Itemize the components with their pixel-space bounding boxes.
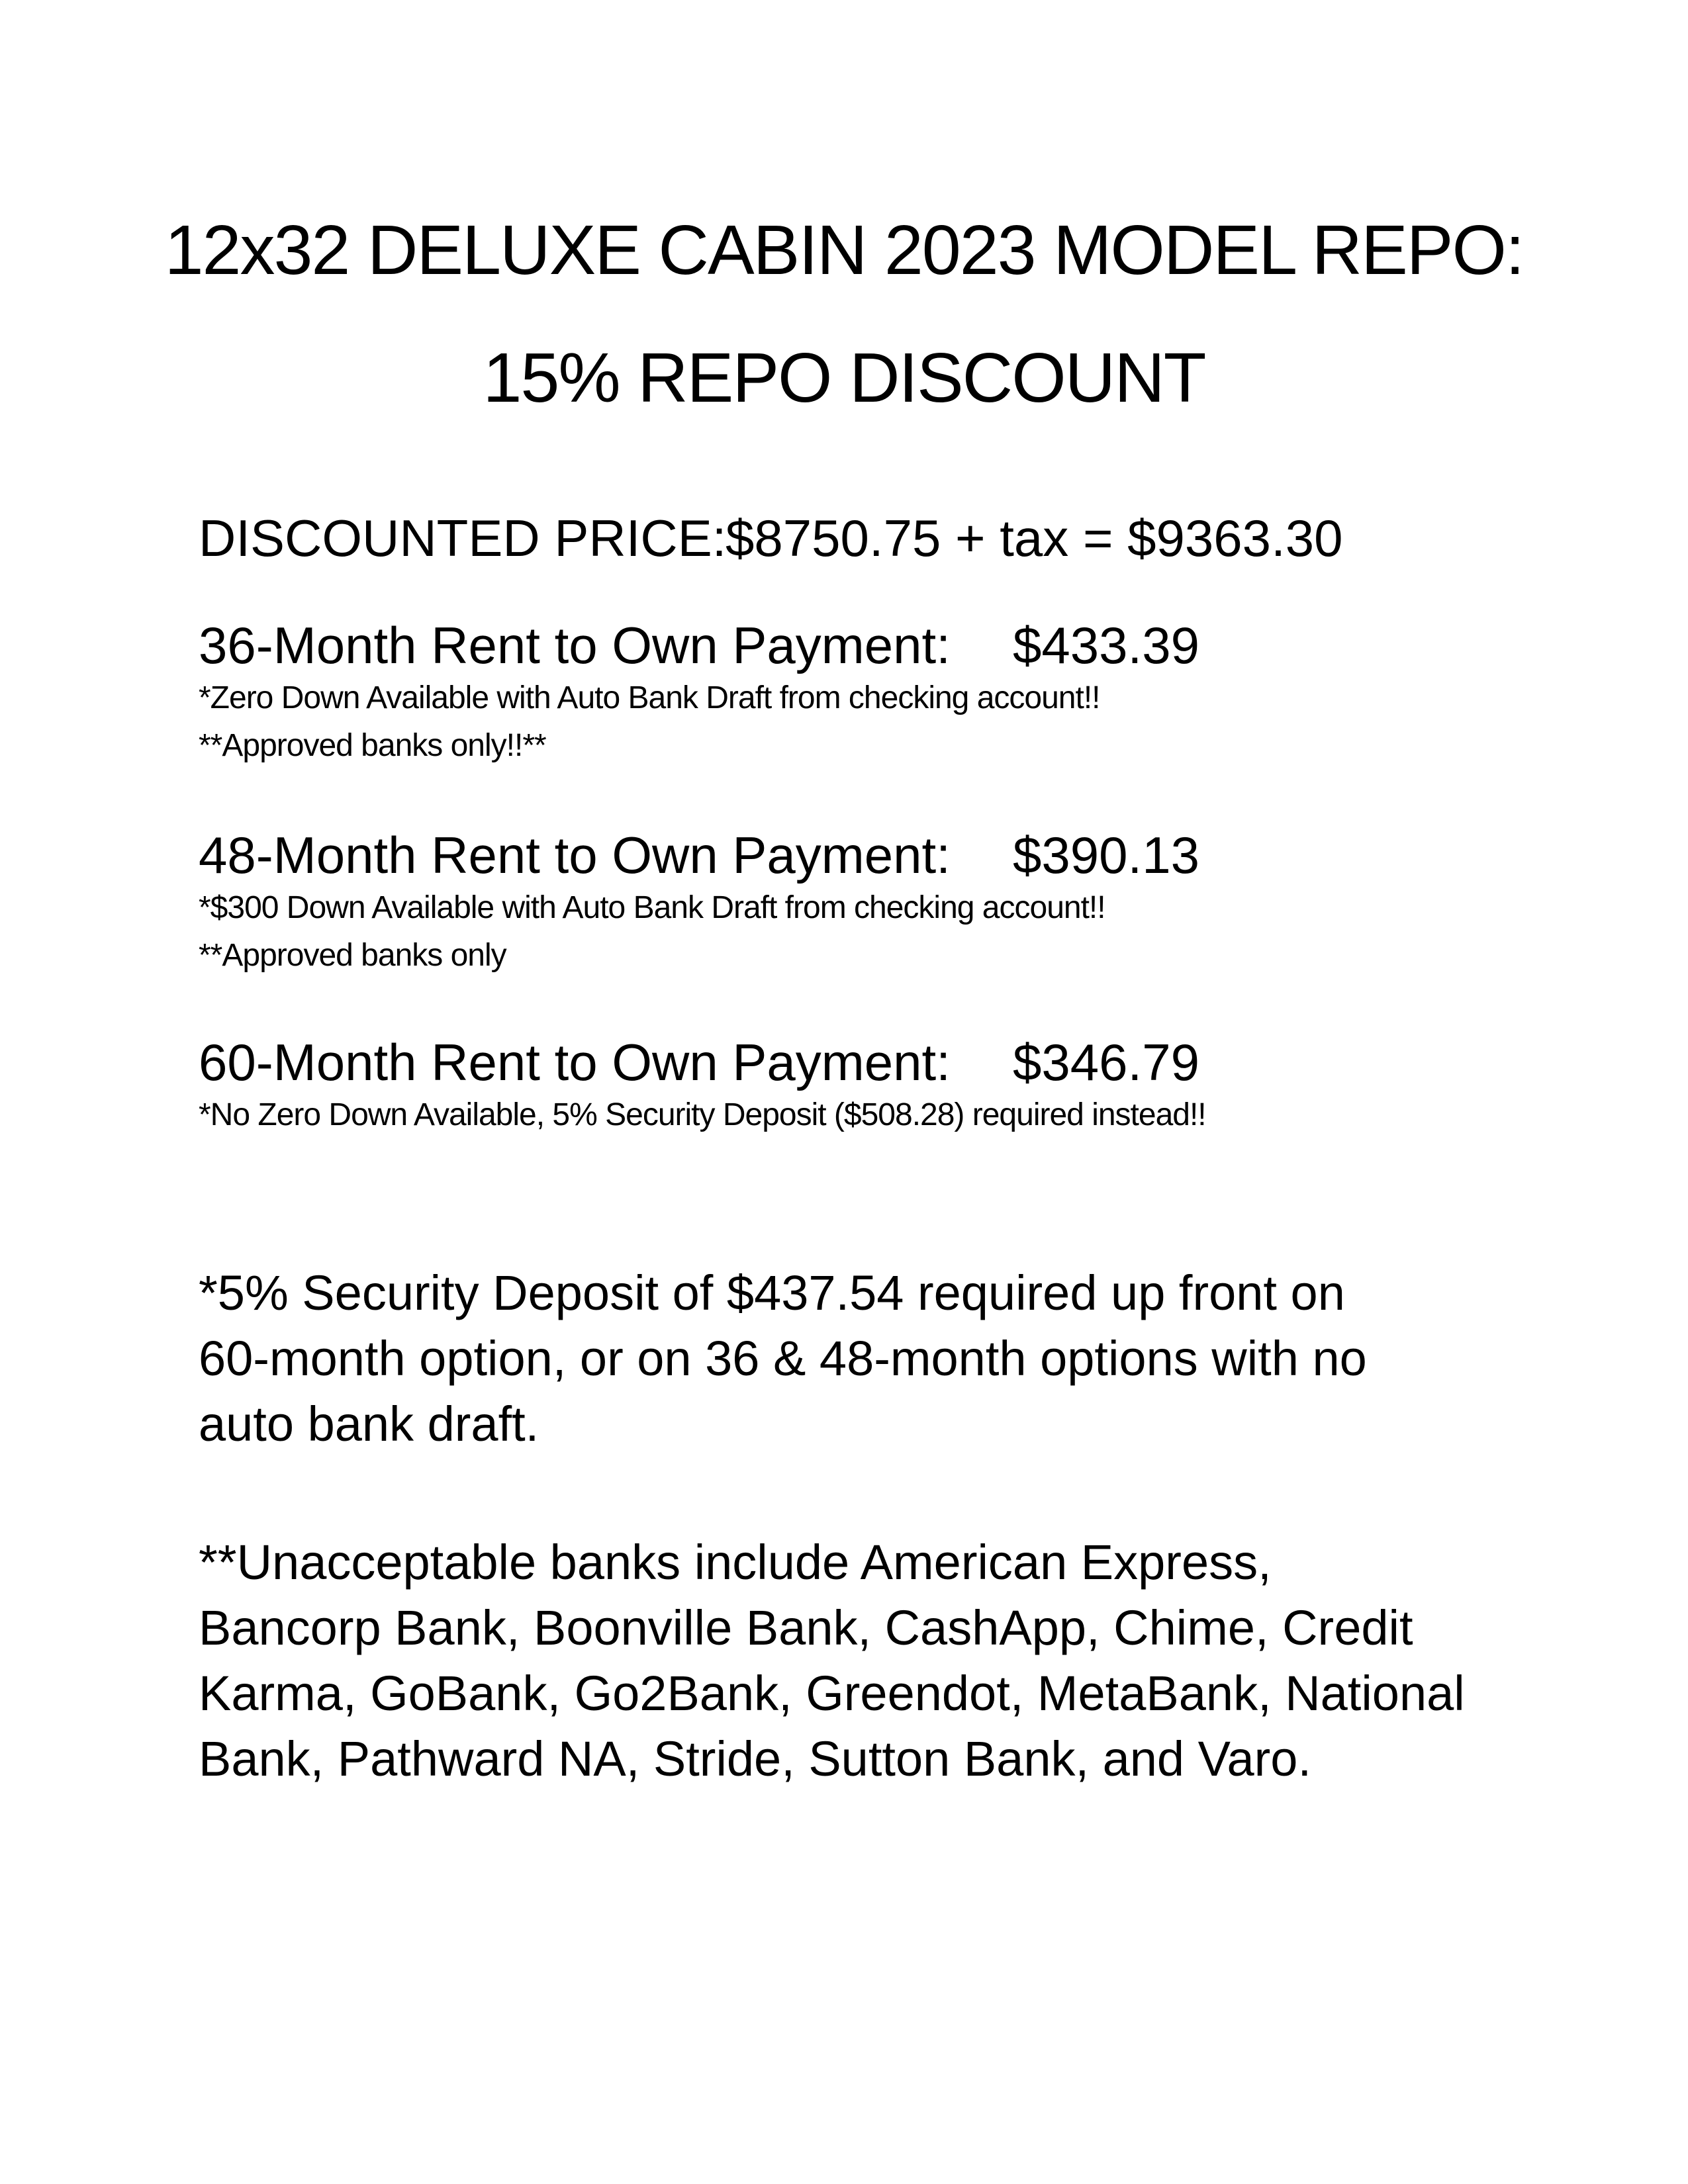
payment-option-48-amount: $390.13 <box>1013 826 1199 884</box>
security-deposit-line-3: auto bank draft. <box>199 1396 539 1451</box>
security-deposit-line-1: *5% Security Deposit of $437.54 required up front on <box>199 1265 1345 1320</box>
payment-option-48-label: 48-Month Rent to Own Payment: <box>199 826 951 884</box>
payment-option-36-amount: $433.39 <box>1013 616 1199 674</box>
payment-option-36-note-1: *Zero Down Available with Auto Bank Draft from checking account!! <box>199 680 1100 715</box>
payment-option-48-note-1: *$300 Down Available with Auto Bank Draft from checking account!! <box>199 890 1105 925</box>
payment-option-36-header <box>199 616 1199 674</box>
payment-option-36-label: 36-Month Rent to Own Payment: <box>199 616 951 674</box>
payment-option-60-label: 60-Month Rent to Own Payment: <box>199 1033 951 1091</box>
security-deposit-paragraph <box>199 1260 1367 1457</box>
payment-option-48-note-2: **Approved banks only <box>199 938 506 973</box>
discounted-price-label: DISCOUNTED PRICE: <box>199 509 727 567</box>
unacceptable-banks-line-2: Bancorp Bank, Boonville Bank, CashApp, Chime, Credit <box>199 1600 1413 1655</box>
payment-option-36-note-2: **Approved banks only!!** <box>199 728 546 763</box>
unacceptable-banks-line-3: Karma, GoBank, Go2Bank, Greendot, MetaBank, National <box>199 1666 1465 1721</box>
payment-option-36-notes <box>199 674 1100 770</box>
payment-option-60-notes <box>199 1091 1206 1139</box>
security-deposit-line-2: 60-month option, or on 36 & 48-month options with no <box>199 1331 1367 1386</box>
document-title-line1: 12x32 DELUXE CABIN 2023 MODEL REPO: <box>164 211 1524 289</box>
payment-option-48-header <box>199 826 1199 884</box>
discounted-price-value: $8750.75 + tax = $9363.30 <box>726 509 1343 567</box>
unacceptable-banks-line-1: **Unacceptable banks include American Express, <box>199 1535 1272 1590</box>
payment-option-60-note-1: *No Zero Down Available, 5% Security Deposit ($508.28) required instead!! <box>199 1097 1206 1132</box>
document-title-line2: 15% REPO DISCOUNT <box>483 339 1205 417</box>
discounted-price-line <box>199 509 1343 567</box>
payment-option-60-amount: $346.79 <box>1013 1033 1199 1091</box>
unacceptable-banks-paragraph <box>199 1529 1465 1792</box>
payment-option-48-notes <box>199 884 1105 979</box>
payment-option-60-header <box>199 1033 1199 1091</box>
unacceptable-banks-line-4: Bank, Pathward NA, Stride, Sutton Bank, and Varo. <box>199 1731 1312 1786</box>
